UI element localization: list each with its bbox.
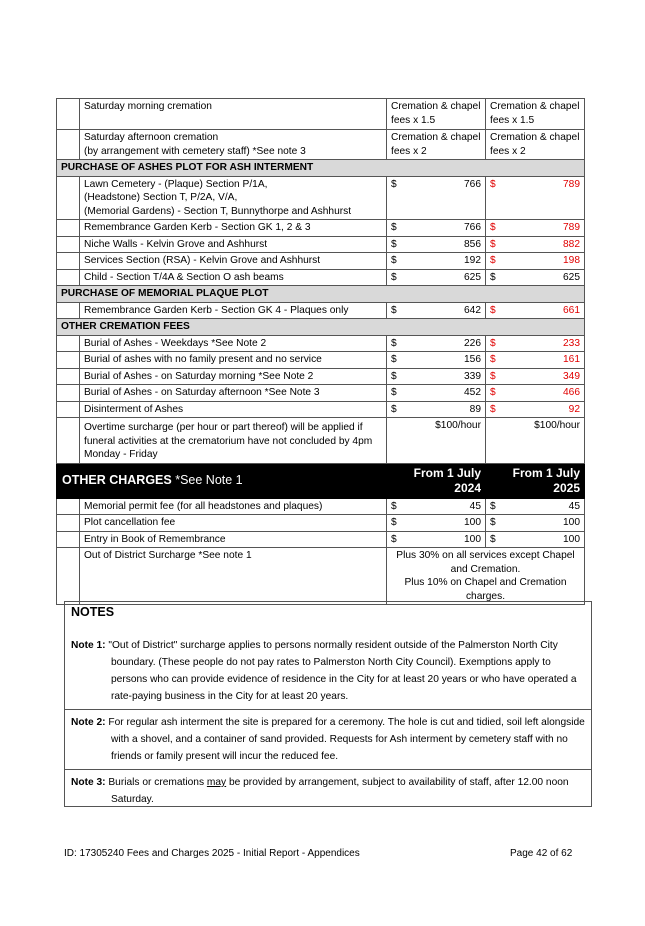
note-3: [65, 769, 591, 812]
header-2025: [486, 463, 585, 498]
fee-2024: [387, 352, 486, 369]
table-row: [57, 220, 585, 237]
note-text: be provided by arrangement, subject to availability of staff, after 12.00 noon Saturday.: [111, 777, 569, 805]
currency-symbol: $: [490, 222, 496, 233]
currency-symbol: $: [490, 387, 496, 398]
fee-2025: [486, 302, 585, 319]
table-row: [57, 531, 585, 548]
indent-cell: [57, 352, 80, 369]
surcharge-value: [387, 548, 585, 605]
section-header: [57, 160, 585, 177]
fee-2025: [486, 352, 585, 369]
amount: 642: [464, 304, 481, 316]
row-description: Entry in Book of Remembrance: [80, 531, 387, 548]
amount: 349: [563, 370, 580, 382]
fee-2025: $100/hour: [486, 418, 585, 464]
currency-symbol: $: [391, 533, 397, 545]
amount: 100: [464, 517, 481, 528]
amount: 100: [563, 533, 580, 545]
note-underlined-word: may: [206, 777, 227, 788]
currency-symbol: $: [490, 178, 496, 190]
row-description: Child - Section T/4A & Section O ash beams: [80, 269, 387, 286]
header-line: 2025: [553, 480, 580, 495]
indent-cell: [57, 220, 80, 237]
section-title: OTHER CREMATION FEES: [57, 319, 585, 336]
table-row: [57, 515, 585, 532]
row-description-line: Monday - Friday: [84, 449, 158, 460]
currency-symbol: $: [490, 304, 496, 316]
fee-2025: Cremation & chapel fees x 2: [486, 130, 585, 160]
currency-symbol: $: [391, 517, 397, 528]
note-text: "Out of District" surcharge applies to persons normally resident outside of the Palmerston North City boundary. (These people do not pay rates to Palmerston North City Council). Exemptions apply to persons who can provide evidence of residence in the City for at least 20 years or who have operated a rate-paying business in the City for at least 20 years.: [108, 640, 577, 702]
amount: 661: [563, 304, 580, 316]
fee-2024: [387, 253, 486, 270]
row-description: Remembrance Garden Kerb - Section GK 4 - Plaques only: [80, 302, 387, 319]
fee-2025: [486, 236, 585, 253]
fee-2025: [486, 335, 585, 352]
table-row: [57, 385, 585, 402]
row-description-line: Overtime surcharge (per hour or part thereof) will be applied if: [84, 422, 363, 433]
table-row: [57, 498, 585, 515]
fee-2024: [387, 498, 486, 515]
table-row: [57, 548, 585, 605]
row-description-line: Lawn Cemetery - (Plaque) Section P/1A,: [84, 178, 268, 190]
fee-2024: [387, 401, 486, 418]
row-description: Memorial permit fee (for all headstones and plaques): [80, 498, 387, 515]
amount: 100: [563, 517, 580, 528]
currency-symbol: $: [391, 370, 397, 382]
fee-2024: [387, 385, 486, 402]
amount: 339: [464, 370, 481, 382]
table-row: [57, 401, 585, 418]
table-row: [57, 335, 585, 352]
amount: 45: [568, 500, 580, 512]
fee-2025: [486, 498, 585, 515]
other-charges-title-text: OTHER CHARGES: [62, 472, 172, 487]
amount: 766: [464, 178, 481, 190]
note-text: For regular ash interment the site is prepared for a ceremony. The hole is cut and tidied, soil left alongside with a shovel, and a container of sand provided. Requests for Ash interment by cemetery staff with no friends or family present will incur the reduced fee.: [108, 717, 585, 762]
currency-symbol: $: [391, 271, 397, 283]
fee-2025: Cremation & chapel fees x 1.5: [486, 99, 585, 130]
row-description-line: Saturday afternoon cremation: [84, 132, 219, 143]
row-description: Burial of Ashes - on Saturday afternoon *See Note 3: [80, 385, 387, 402]
table-row: [57, 130, 585, 160]
fee-2025: [486, 385, 585, 402]
fee-2025: [486, 368, 585, 385]
fee-2024: [387, 335, 486, 352]
indent-cell: [57, 176, 80, 220]
indent-cell: [57, 335, 80, 352]
amount: 226: [464, 337, 481, 349]
row-description: Saturday morning cremation: [80, 99, 387, 130]
indent-cell: [57, 548, 80, 605]
indent-cell: [57, 253, 80, 270]
footer-document-id: ID: 17305240 Fees and Charges 2025 - Initial Report - Appendices: [64, 848, 360, 859]
surcharge-line: Plus 10% on Chapel and Cremation: [404, 577, 567, 588]
note-1-body: [71, 637, 585, 705]
row-description: Burial of Ashes - Weekdays *See Note 2: [80, 335, 387, 352]
row-description: [80, 176, 387, 220]
currency-symbol: $: [391, 178, 397, 190]
surcharge-line: Plus 30% on all services except Chapel: [396, 550, 575, 561]
footer-page-number: Page 42 of 62: [510, 848, 573, 859]
fee-2024: [387, 515, 486, 532]
row-description: Plot cancellation fee: [80, 515, 387, 532]
currency-symbol: $: [391, 354, 397, 365]
row-description: Burial of ashes with no family present and no service: [80, 352, 387, 369]
section-title: PURCHASE OF MEMORIAL PLAQUE PLOT: [57, 286, 585, 303]
row-description: Services Section (RSA) - Kelvin Grove and Ashhurst: [80, 253, 387, 270]
fee-2024: $100/hour: [387, 418, 486, 464]
fee-2024: [387, 269, 486, 286]
header-line: From 1 July: [413, 465, 481, 480]
note-3-body: [71, 774, 585, 808]
amount: 161: [563, 354, 580, 365]
row-description: Disinterment of Ashes: [80, 401, 387, 418]
fee-2025: [486, 176, 585, 220]
currency-symbol: $: [391, 238, 397, 250]
amount: 198: [563, 255, 580, 266]
header-2024: [387, 463, 486, 498]
notes-box: [64, 601, 592, 807]
fee-2025: [486, 515, 585, 532]
amount: 466: [563, 387, 580, 398]
fee-2025: [486, 253, 585, 270]
indent-cell: [57, 515, 80, 532]
note-label: Note 2:: [71, 717, 106, 728]
table-row: [57, 302, 585, 319]
amount: 156: [464, 354, 481, 365]
amount: 789: [563, 222, 580, 233]
indent-cell: [57, 302, 80, 319]
row-description: [80, 130, 387, 160]
table-row: [57, 236, 585, 253]
amount: 45: [469, 500, 481, 512]
note-1: [65, 633, 591, 709]
currency-symbol: $: [391, 403, 397, 415]
row-description-line: (Memorial Gardens) - Section T, Bunnythorpe and Ashhurst: [84, 205, 352, 217]
currency-symbol: $: [490, 403, 496, 415]
fee-2025: [486, 531, 585, 548]
currency-symbol: $: [490, 500, 496, 512]
indent-cell: [57, 418, 80, 464]
section-header: [57, 319, 585, 336]
amount: 452: [464, 387, 481, 398]
currency-symbol: $: [490, 370, 496, 382]
row-description-line: (by arrangement with cemetery staff) *See note 3: [84, 145, 306, 157]
currency-symbol: $: [391, 255, 397, 266]
currency-symbol: $: [490, 533, 496, 545]
note-label: Note 1:: [71, 640, 106, 651]
row-description: Burial of Ashes - on Saturday morning *See Note 2: [80, 368, 387, 385]
notes-title: NOTES: [71, 605, 115, 619]
amount: 856: [464, 238, 481, 250]
amount: 789: [563, 178, 580, 190]
row-description-line: (Headstone) Section T, P/2A, V/A,: [84, 192, 238, 203]
row-description: [80, 418, 387, 464]
indent-cell: [57, 401, 80, 418]
indent-cell: [57, 269, 80, 286]
indent-cell: [57, 236, 80, 253]
fee-2024: [387, 302, 486, 319]
table-row: [57, 176, 585, 220]
note-2-body: [71, 714, 585, 765]
amount: 89: [469, 403, 481, 415]
table-row: [57, 99, 585, 130]
note-text: Burials or cremations: [108, 777, 207, 788]
fee-2025: [486, 269, 585, 286]
header-line: From 1 July: [512, 465, 580, 480]
currency-symbol: $: [490, 517, 496, 528]
indent-cell: [57, 385, 80, 402]
fee-2024: Cremation & chapel fees x 1.5: [387, 99, 486, 130]
currency-symbol: $: [490, 238, 496, 250]
currency-symbol: $: [391, 222, 397, 233]
fee-2024: [387, 236, 486, 253]
indent-cell: [57, 498, 80, 515]
currency-symbol: $: [391, 304, 397, 316]
amount: 100: [464, 533, 481, 545]
currency-symbol: $: [391, 387, 397, 398]
fee-2025: [486, 220, 585, 237]
fee-2024: [387, 220, 486, 237]
other-charges-title: [57, 463, 387, 498]
amount: 92: [568, 403, 580, 415]
indent-cell: [57, 531, 80, 548]
currency-symbol: $: [490, 354, 496, 365]
other-charges-note: *See Note 1: [171, 472, 243, 487]
amount: 233: [563, 337, 580, 349]
currency-symbol: $: [391, 337, 397, 349]
amount: 192: [464, 255, 481, 266]
other-charges-header: [57, 463, 585, 498]
fee-2024: [387, 531, 486, 548]
amount: 766: [464, 222, 481, 233]
currency-symbol: $: [490, 337, 496, 349]
note-label: Note 3:: [71, 777, 106, 788]
indent-cell: [57, 130, 80, 160]
fee-2024: Cremation & chapel fees x 2: [387, 130, 486, 160]
table-row: [57, 368, 585, 385]
fee-2025: [486, 401, 585, 418]
amount: 882: [563, 238, 580, 250]
header-line: 2024: [454, 480, 481, 495]
row-description: Remembrance Garden Kerb - Section GK 1, 2 & 3: [80, 220, 387, 237]
currency-symbol: $: [490, 255, 496, 266]
amount: 625: [464, 271, 481, 283]
fees-table: [56, 98, 585, 605]
indent-cell: [57, 99, 80, 130]
row-description: Out of District Surcharge *See note 1: [80, 548, 387, 605]
surcharge-line: charges.: [465, 590, 506, 602]
row-description-line: funeral activities at the crematorium have not concluded by 4pm: [84, 435, 373, 447]
section-header: [57, 286, 585, 303]
amount: 625: [563, 271, 580, 283]
table-row: [57, 253, 585, 270]
fee-2024: [387, 176, 486, 220]
table-row: [57, 352, 585, 369]
section-title: PURCHASE OF ASHES PLOT FOR ASH INTERMENT: [57, 160, 585, 177]
currency-symbol: $: [391, 500, 397, 512]
table-row: [57, 418, 585, 464]
note-2: [65, 709, 591, 769]
currency-symbol: $: [490, 271, 496, 283]
indent-cell: [57, 368, 80, 385]
fee-2024: [387, 368, 486, 385]
table-row: [57, 269, 585, 286]
row-description: Niche Walls - Kelvin Grove and Ashhurst: [80, 236, 387, 253]
surcharge-line: and Cremation.: [450, 563, 521, 575]
